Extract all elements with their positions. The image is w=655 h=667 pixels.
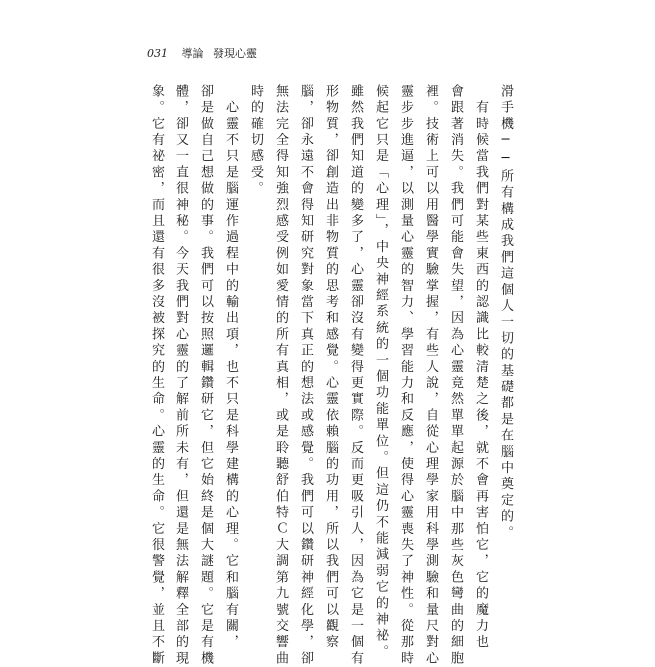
text-column: 卻是做自己想做的事。我們可以按照邏輯鑽研它，但它始終是個大謎題。它是有機 [198,84,213,667]
text-column: 裡。技術上可以用醫學實驗掌握，有些人說，自從心理學家用科學測驗和量尺對心 [423,84,438,667]
chapter-title: 發現心靈 [213,47,257,60]
text-column: 形物質，卻創造出非物質的思考和感覺。心靈依賴腦的功用，所以我們可以觀察 [323,84,338,651]
page-body [149,84,513,667]
text-column: 無法完全得知強烈感受例如愛情的所有真相，或是聆聽舒伯特Ｃ大調第九號交響曲 [273,84,288,667]
text-column: 滑手機──所有構成我們這個人一切的基礎都是在腦中奠定的。 [498,84,513,542]
text-column: 雖然我們知道的變多了，心靈卻沒有變得更實際。反而更吸引人，因為它是一個有 [348,84,363,667]
text-column: 有時候當我們對某些東西的認識比較清楚之後，就不會再害怕它，它的魔力也 [473,84,488,651]
text-column: 靈步步進逼，以測量心靈的智力、學習能力和反應，使得心靈喪失了神性。從那時 [398,84,413,667]
text-column: 會跟著消失。我們可能會失望，因為心靈竟然單單起源於腦中那些灰色彎曲的細胞 [448,84,463,667]
text-column: 象。它有祕密，而且還有很多沒被探究的生命。心靈的生命。它很警覺，並且不斷 [149,84,164,667]
page-number: 031 [147,47,168,60]
running-header [147,45,257,61]
text-column: 時的確切感受。 [248,84,263,198]
text-column: 體，卻又一直很神秘。今天我們對心靈的了解前所未有，但還是無法解釋全部的現 [173,84,188,667]
text-column: 腦，卻永遠不會得知研究對象當下真正的想法或感覺。我們可以鑽研神經化學，卻 [298,84,313,667]
text-column: 心靈不只是腦運作過程中的輸出項，也不只是科學建構的心理。它和腦有關， [223,84,238,651]
text-column: 候起它只是「心理」，中央神經系統的一個功能單位。但這仍不能減弱它的神祕。 [373,84,388,661]
section-label: 導論 [181,47,204,60]
